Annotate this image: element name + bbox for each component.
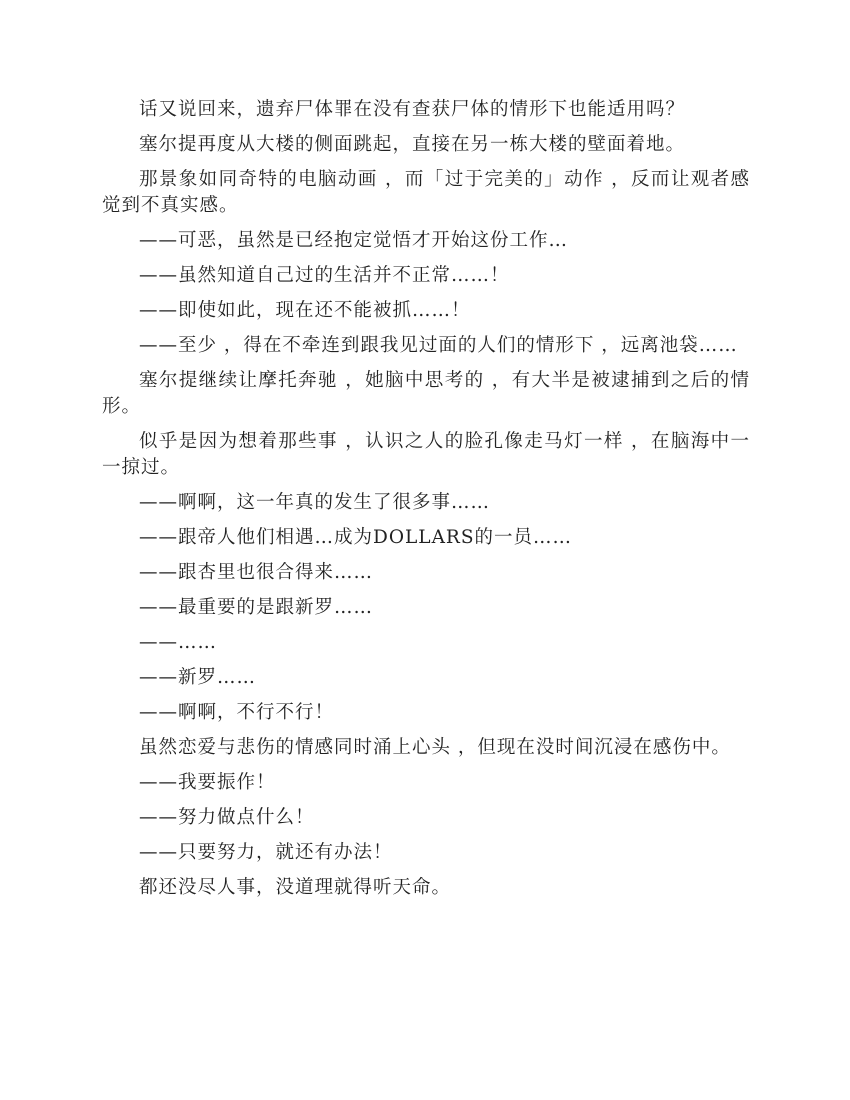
paragraph-20: ——只要努力，就还有办法！ [139, 842, 393, 863]
paragraph-7: ——至少 ，得在不牵连到跟我见过面的人们的情形下 ，远离池袋…… [139, 335, 738, 356]
paragraph-16: ——啊啊，不行不行！ [139, 702, 335, 723]
paragraph-14: ——…… [139, 632, 217, 653]
paragraph-8: 塞尔提继续让摩托奔驰 ，她脑中思考的 ，有大半是被逮捕到之后的情形。 [102, 370, 750, 417]
paragraph-10: ——啊啊，这一年真的发生了很多事…… [139, 492, 491, 513]
document-page [102, 97, 750, 910]
paragraph-17: 虽然恋爱与悲伤的情感同时涌上心头 ，但现在没时间沉浸在感伤中。 [139, 737, 731, 758]
paragraph-5: ——虽然知道自己过的生活并不正常……！ [139, 265, 510, 286]
paragraph-13: ——最重要的是跟新罗…… [139, 597, 374, 618]
paragraph-18: ——我要振作！ [139, 772, 276, 793]
paragraph-9: 似乎是因为想着那些事 ，认识之人的脸孔像走马灯一样 ，在脑海中一一掠过。 [102, 431, 750, 478]
paragraph-3: 那景象如同奇特的电脑动画 ，而「过于完美的」动作 ，反而让观者感觉到不真实感。 [102, 169, 750, 216]
paragraph-11: ——跟帝人他们相遇…成为DOLLARS的一员…… [139, 527, 573, 548]
paragraph-4: ——可恶，虽然是已经抱定觉悟才开始这份工作… [139, 230, 569, 251]
paragraph-2: 塞尔提再度从大楼的侧面跳起，直接在另一栋大楼的壁面着地。 [139, 134, 686, 155]
paragraph-15: ——新罗…… [139, 667, 257, 688]
paragraph-6: ——即使如此，现在还不能被抓……！ [139, 300, 471, 321]
paragraph-21: 都还没尽人事，没道理就得听天命。 [139, 877, 452, 898]
paragraph-1: 话又说回来，遗弃尸体罪在没有查获尸体的情形下也能适用吗？ [139, 99, 686, 120]
paragraph-12: ——跟杏里也很合得来…… [139, 562, 374, 583]
paragraph-19: ——努力做点什么！ [139, 807, 315, 828]
